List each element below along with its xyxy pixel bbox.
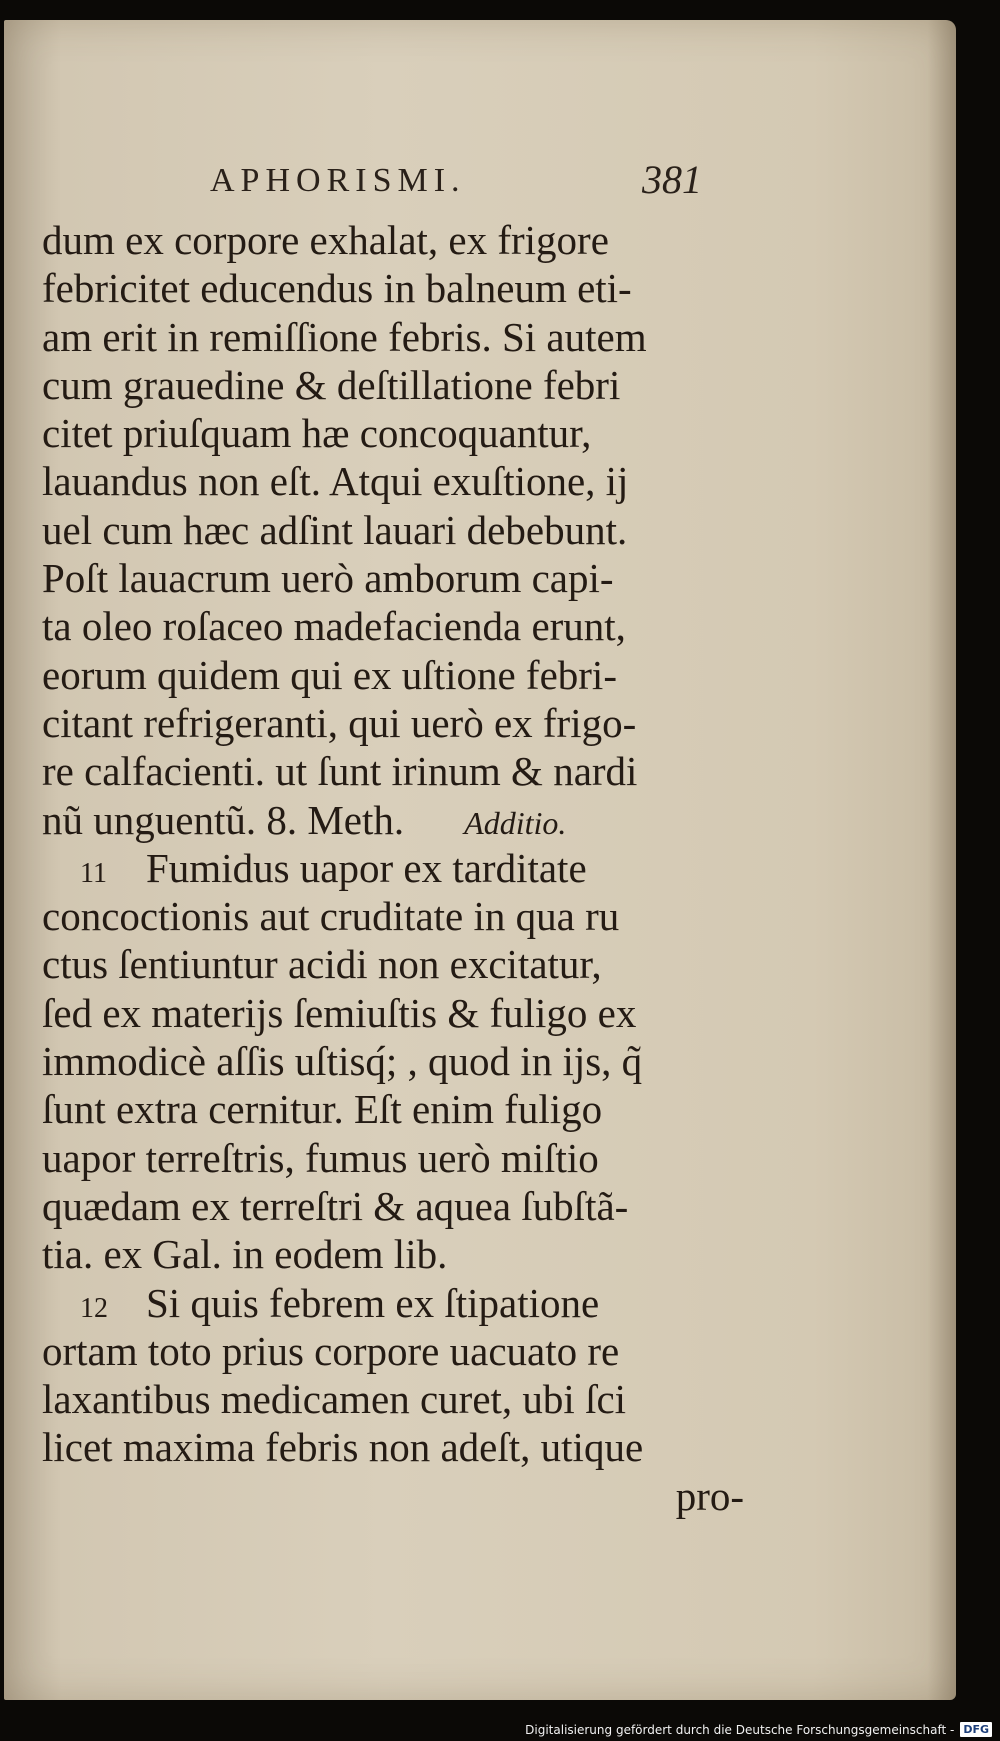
text-line: uel cum hæc adſint lauari debebunt. bbox=[42, 506, 628, 553]
section-first-line: Fumidus uapor ex tarditate bbox=[146, 844, 587, 891]
digitization-footer bbox=[525, 1722, 992, 1737]
text-line: ortam toto prius corpore uacuato re bbox=[42, 1327, 620, 1374]
section-number: 12 bbox=[80, 1292, 108, 1324]
text-line: quædam ex terreſtri & aquea ſubſtã- bbox=[42, 1182, 629, 1229]
text-line: ctus ſentiuntur acidi non excitatur, bbox=[42, 941, 602, 988]
text-line: ta oleo roſaceo madefacienda erunt, bbox=[42, 603, 626, 650]
addition-label: Additio. bbox=[464, 804, 567, 841]
text-line: re calfacienti. ut ſunt irinum & nardi bbox=[42, 748, 638, 795]
text-line: febricitet educendus in balneum eti- bbox=[42, 265, 632, 312]
text-line: citant refrigeranti, qui uerò ex frigo- bbox=[42, 699, 637, 746]
text-line: tia. ex Gal. in eodem lib. bbox=[42, 1231, 448, 1278]
page-header bbox=[4, 156, 956, 206]
funding-credit: Digitalisierung gefördert durch die Deutsche Forschungsgemeinschaft - bbox=[525, 1722, 955, 1737]
running-head: APHORISMI. bbox=[210, 162, 466, 199]
text-line: concoctionis aut cruditate in qua ru bbox=[42, 893, 620, 940]
text-line: Poſt lauacrum uerò amborum capi- bbox=[42, 555, 614, 602]
text-line: immodicè aſſis uſtisq́; , quod in ijs, q̃ bbox=[42, 1038, 643, 1085]
text-line: lauandus non eſt. Atqui exuſtione, ij bbox=[42, 458, 629, 505]
section-number: 11 bbox=[80, 857, 107, 889]
text-line: uapor terreſtris, fumus uerò miſtio bbox=[42, 1134, 599, 1181]
catchword: pro- bbox=[675, 1472, 744, 1519]
text-line: licet maxima febris non adeſt, utique bbox=[42, 1424, 644, 1471]
section-first-line: Si quis febrem ex ſtipatione bbox=[146, 1279, 600, 1326]
body-text bbox=[42, 216, 742, 1520]
text-line: ſed ex materijs ſemiuſtis & fuligo ex bbox=[42, 989, 637, 1036]
dfg-logo: DFG bbox=[960, 1722, 992, 1737]
text-line: nũ unguentũ. 8. Meth. bbox=[42, 796, 405, 843]
section-12-heading bbox=[42, 1279, 742, 1327]
page-number: 381 bbox=[642, 157, 702, 202]
text-line: am erit in remiſſione febris. Si autem bbox=[42, 313, 647, 360]
text-line: eorum quidem qui ex uſtione febri- bbox=[42, 651, 617, 698]
text-line-with-addition bbox=[42, 796, 742, 844]
text-line: cum grauedine & deſtillatione febri bbox=[42, 361, 621, 408]
text-line: dum ex corpore exhalat, ex frigore bbox=[42, 217, 609, 263]
text-line: laxantibus medicamen curet, ubi ſci bbox=[42, 1376, 627, 1423]
book-page bbox=[4, 20, 956, 1700]
text-line: ſunt extra cernitur. Eſt enim fuligo bbox=[42, 1086, 603, 1133]
section-11-heading bbox=[42, 844, 742, 892]
text-line: citet priuſquam hæ concoquantur, bbox=[42, 410, 592, 457]
